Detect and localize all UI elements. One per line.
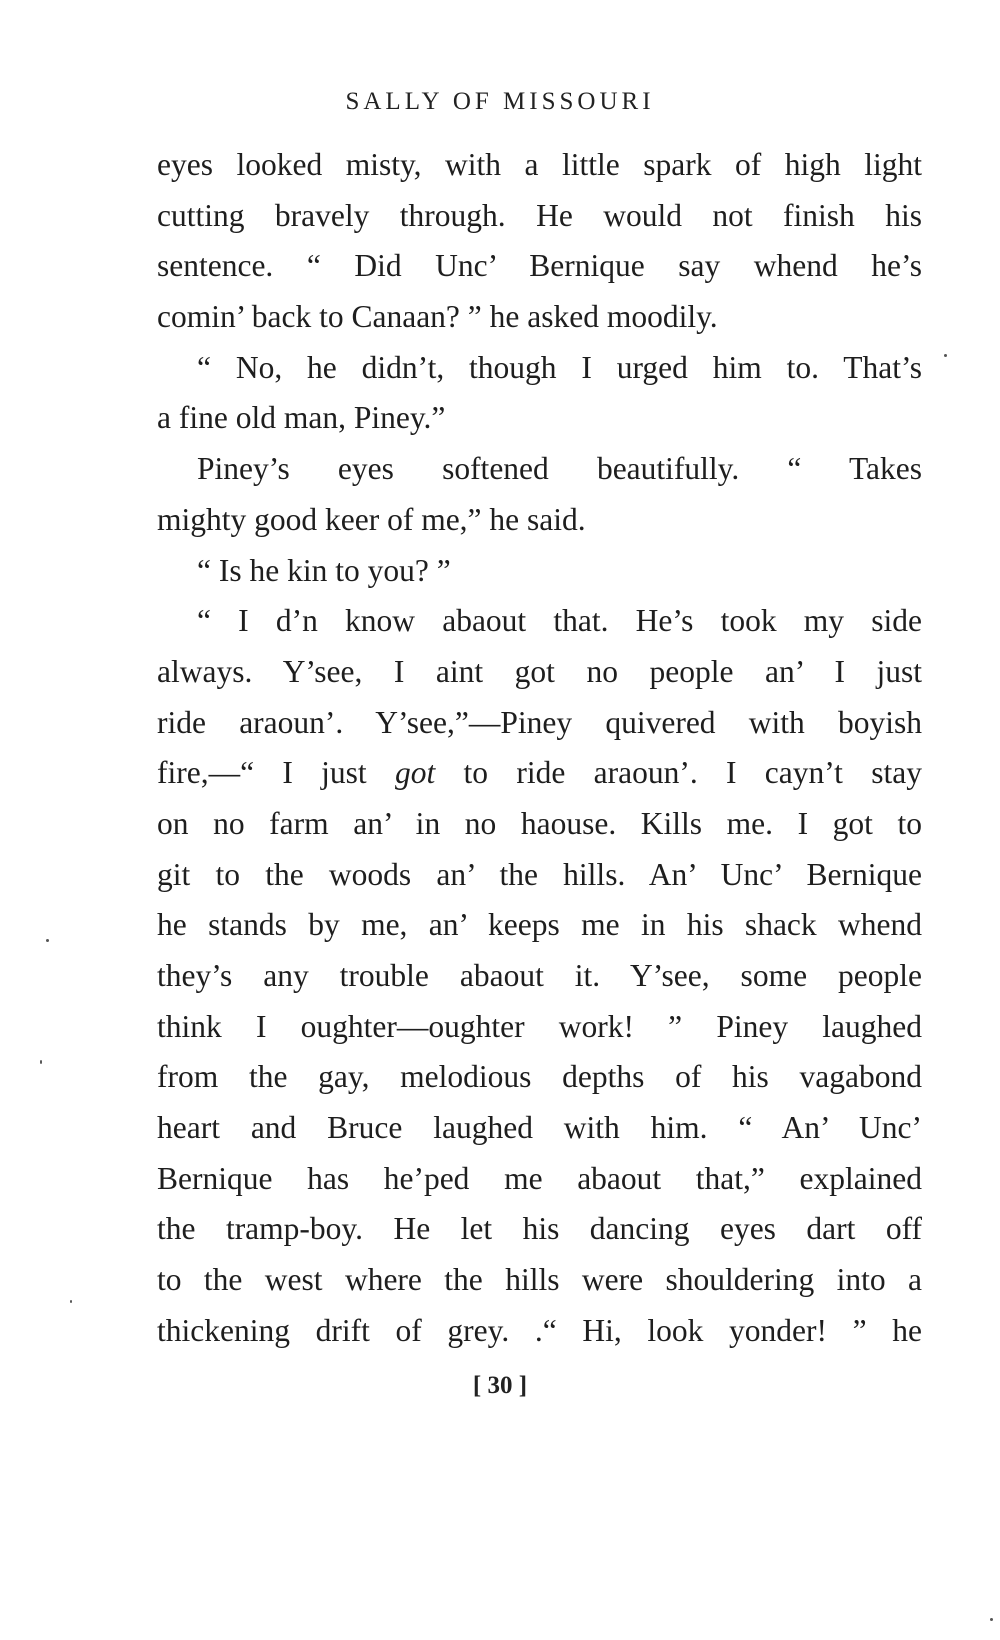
text-line: to the west where the hills were shouldering into a (157, 1262, 922, 1298)
text-line: mighty good keer of me,” he said. (157, 501, 586, 537)
text-segment: to ride araoun’. I cayn’t stay (435, 755, 922, 791)
page-number: [ 30 ] (472, 1372, 528, 1399)
text-line: cutting bravely through. He would not finish his (157, 197, 922, 233)
text-line: think I oughter—oughter work! ” Piney laughed (157, 1008, 922, 1044)
text-line: sentence. “ Did Unc’ Bernique say whend he’s (157, 248, 922, 284)
paper-speck (46, 939, 49, 942)
text-line: always. Y’see, I aint got no people an’ I just (157, 653, 922, 689)
text-line: heart and Bruce laughed with him. “ An’ Unc’ (157, 1110, 922, 1146)
text-line: the tramp-boy. He let his dancing eyes dart off (157, 1211, 922, 1247)
text-line: “ I d’n know abaout that. He’s took my side (197, 603, 922, 639)
text-line: “ No, he didn’t, though I urged him to. That’s (197, 349, 922, 385)
text-line: from the gay, melodious depths of his vagabond (157, 1059, 922, 1095)
text-line: they’s any trouble abaout it. Y’see, some people (157, 958, 922, 993)
paper-speck (70, 1300, 72, 1303)
text-segment: fire,—“ I just (157, 755, 395, 791)
text-line: a fine old man, Piney.” (157, 400, 446, 436)
text-line-with-italic (157, 748, 922, 799)
paper-speck (40, 1060, 42, 1064)
text-line: ride araoun’. Y’see,”—Piney quivered with boyish (157, 704, 922, 740)
italic-emphasis: got (394, 755, 436, 791)
text-line: on no farm an’ in no haouse. Kills me. I got to (157, 805, 922, 841)
running-head: SALLY OF MISSOURI (345, 88, 655, 115)
text-line: thickening drift of grey. .“ Hi, look yonder! ” he (157, 1312, 922, 1348)
body-text (157, 140, 922, 1357)
text-line: Piney’s eyes softened beautifully. “ Takes (197, 451, 922, 487)
text-line: “ Is he kin to you? ” (197, 552, 451, 588)
text-line: git to the woods an’ the hills. An’ Unc’ Bernique (157, 856, 922, 892)
paper-speck (990, 1618, 993, 1621)
text-line: eyes looked misty, with a little spark of high light (157, 147, 922, 182)
text-line: Bernique has he’ped me abaout that,” explained (157, 1160, 922, 1196)
text-line: comin’ back to Canaan? ” he asked moodily. (157, 299, 718, 335)
text-line: he stands by me, an’ keeps me in his shack whend (157, 907, 922, 943)
paper-speck (944, 354, 947, 357)
